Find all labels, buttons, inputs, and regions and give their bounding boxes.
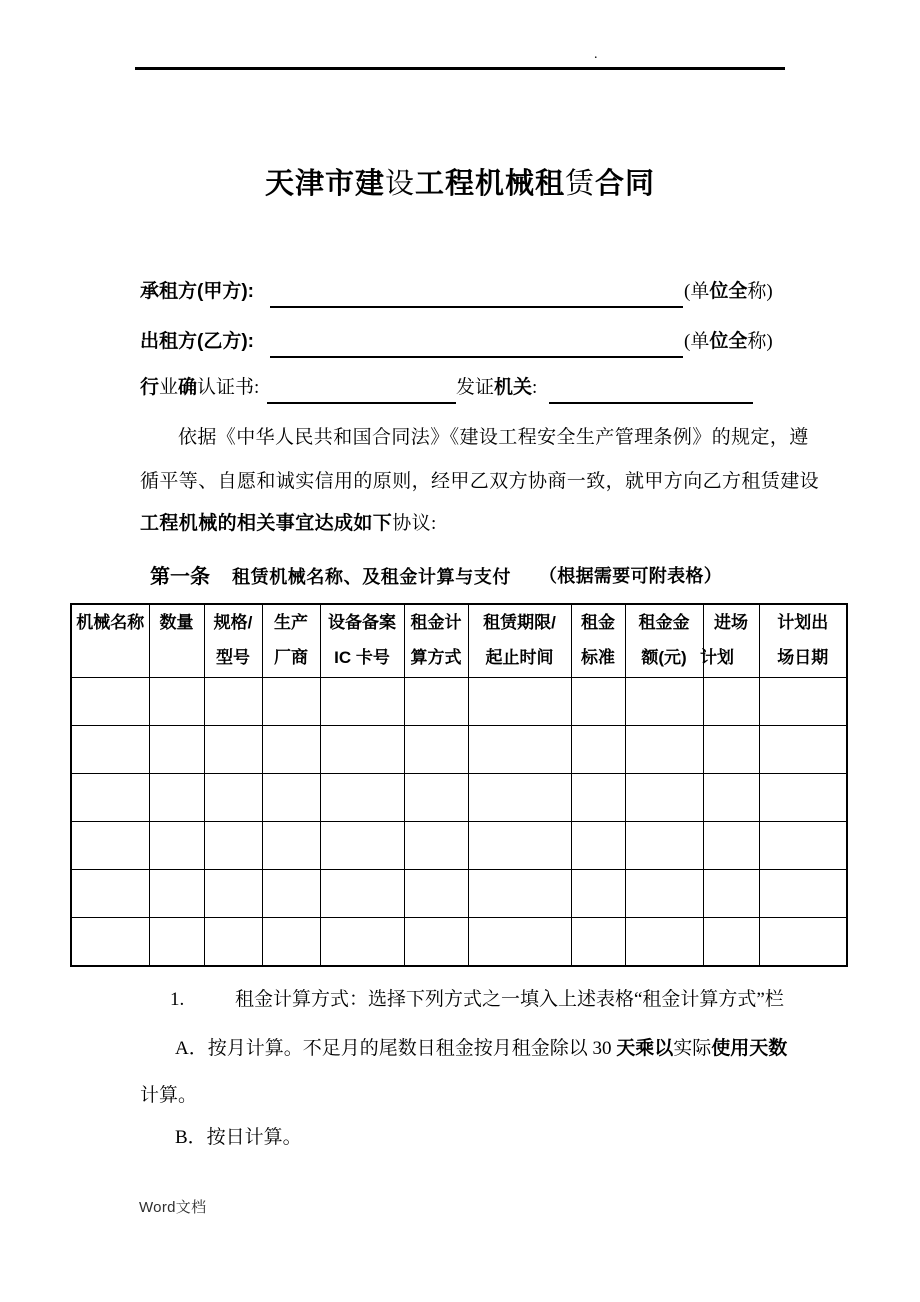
table-cell[interactable]: [320, 678, 404, 726]
table-header-cell: 计划出 场日期: [759, 604, 847, 678]
table-cell[interactable]: [703, 726, 759, 774]
table-cell[interactable]: [703, 918, 759, 967]
table-cell[interactable]: [759, 822, 847, 870]
table-cell[interactable]: [571, 870, 625, 918]
table-cell[interactable]: [625, 678, 703, 726]
table-cell[interactable]: [625, 870, 703, 918]
issuing-authority-blank[interactable]: [549, 402, 753, 404]
clause-1-label: 第一条: [150, 566, 210, 588]
table-cell[interactable]: [204, 918, 262, 967]
table-cell[interactable]: [404, 822, 468, 870]
table-cell[interactable]: [71, 678, 149, 726]
table-cell[interactable]: [759, 918, 847, 967]
table-cell[interactable]: [262, 822, 320, 870]
stray-dot: .: [594, 47, 598, 62]
table-cell[interactable]: [759, 870, 847, 918]
list-item-1-text: 租金计算方式：选择下列方式之一填入上述表格“租金计算方式”栏: [235, 989, 784, 1010]
table-cell[interactable]: [404, 870, 468, 918]
document-title: 天津市建设工程机械租赁合同: [264, 168, 656, 200]
table-cell[interactable]: [262, 774, 320, 822]
list-item-b-text: B．按日计算。: [175, 1127, 302, 1148]
table-cell[interactable]: [468, 678, 571, 726]
clause-1-note: （根据需要可附表格）: [539, 566, 722, 586]
table-cell[interactable]: [320, 774, 404, 822]
table-cell[interactable]: [149, 822, 204, 870]
list-item-a-continuation: 计算。: [140, 1085, 198, 1106]
table-cell[interactable]: [759, 726, 847, 774]
table-cell[interactable]: [71, 870, 149, 918]
lessor-unit-hint: (单位全称): [684, 331, 773, 352]
table-cell[interactable]: [71, 822, 149, 870]
table-body-row: [71, 774, 847, 822]
table-cell[interactable]: [759, 774, 847, 822]
table-cell[interactable]: [149, 726, 204, 774]
table-cell[interactable]: [149, 774, 204, 822]
table-header-cell: 设备备案 IC 卡号: [320, 604, 404, 678]
table-cell[interactable]: [149, 918, 204, 967]
list-item-a-text: A．按月计算。不足月的尾数日租金按月租金除以 30 天乘以实际使用天数: [175, 1038, 788, 1059]
table-cell[interactable]: [625, 918, 703, 967]
lessor-name-blank[interactable]: [270, 356, 683, 358]
table-cell[interactable]: [759, 678, 847, 726]
table-header-cell: 进场 计划: [703, 604, 759, 678]
table-cell[interactable]: [71, 918, 149, 967]
table-cell[interactable]: [571, 822, 625, 870]
table-cell[interactable]: [468, 870, 571, 918]
table-cell[interactable]: [571, 726, 625, 774]
table-cell[interactable]: [703, 774, 759, 822]
industry-cert-label: 行业确认证书:: [140, 377, 260, 398]
lessee-unit-hint: (单位全称): [684, 281, 773, 302]
table-cell[interactable]: [571, 678, 625, 726]
table-header-cell: 租金计 算方式: [404, 604, 468, 678]
intro-paragraph-line-1: 依据《中华人民共和国合同法》《建设工程安全生产管理条例》的规定，遵: [178, 427, 809, 448]
lessor-party-label: 出租方(乙方):: [140, 331, 254, 352]
header-rule: [135, 67, 785, 70]
table-cell[interactable]: [571, 918, 625, 967]
table-cell[interactable]: [404, 726, 468, 774]
table-cell[interactable]: [320, 918, 404, 967]
table-cell[interactable]: [703, 870, 759, 918]
table-body-row: [71, 870, 847, 918]
table-cell[interactable]: [320, 870, 404, 918]
table-cell[interactable]: [625, 726, 703, 774]
table-cell[interactable]: [625, 822, 703, 870]
table-cell[interactable]: [703, 822, 759, 870]
list-item-1-number: 1.: [170, 989, 185, 1010]
table-cell[interactable]: [320, 822, 404, 870]
table-header-cell: 生产 厂商: [262, 604, 320, 678]
table-cell[interactable]: [703, 678, 759, 726]
table-cell[interactable]: [571, 774, 625, 822]
table-cell[interactable]: [262, 726, 320, 774]
intro-paragraph-line-3: 工程机械的相关事宜达成如下协议:: [140, 513, 437, 534]
table-header-cell: 租金 标准: [571, 604, 625, 678]
table-body-row: [71, 726, 847, 774]
table-cell[interactable]: [625, 774, 703, 822]
table-body: [71, 678, 847, 967]
table-cell[interactable]: [204, 678, 262, 726]
table-body-row: [71, 822, 847, 870]
intro-paragraph-line-2: 循平等、自愿和诚实信用的原则，经甲乙双方协商一致，就甲方向乙方租赁建设: [140, 471, 820, 492]
table-cell[interactable]: [468, 774, 571, 822]
table-cell[interactable]: [262, 870, 320, 918]
table-cell[interactable]: [204, 870, 262, 918]
table-cell[interactable]: [71, 774, 149, 822]
table-cell[interactable]: [468, 726, 571, 774]
industry-cert-blank[interactable]: [267, 402, 456, 404]
table-header-cell: 租金金 额(元): [625, 604, 703, 678]
table-cell[interactable]: [204, 726, 262, 774]
table-header-cell: 机械名称: [71, 604, 149, 678]
table-body-row: [71, 918, 847, 967]
table-header-row: [71, 604, 847, 678]
table-cell[interactable]: [404, 918, 468, 967]
table-header-cell: 数量: [149, 604, 204, 678]
table-cell[interactable]: [468, 918, 571, 967]
table-cell[interactable]: [468, 822, 571, 870]
table-header-cell: 租赁期限/ 起止时间: [468, 604, 571, 678]
clause-1-title: 租赁机械名称、及租金计算与支付: [232, 567, 511, 587]
table-cell[interactable]: [149, 870, 204, 918]
table-cell[interactable]: [204, 822, 262, 870]
table-cell[interactable]: [204, 774, 262, 822]
table-body-row: [71, 678, 847, 726]
issuing-authority-label: 发证机关:: [456, 377, 538, 398]
table-cell[interactable]: [71, 726, 149, 774]
footer-doc-label: Word文档: [139, 1199, 207, 1216]
machinery-table: [70, 603, 848, 967]
lessee-name-blank[interactable]: [270, 306, 683, 308]
table-cell[interactable]: [404, 774, 468, 822]
table-header-cell: 规格/ 型号: [204, 604, 262, 678]
table-cell[interactable]: [149, 678, 204, 726]
table-cell[interactable]: [262, 678, 320, 726]
table-cell[interactable]: [262, 918, 320, 967]
table-cell[interactable]: [404, 678, 468, 726]
table-cell[interactable]: [320, 726, 404, 774]
lessee-party-label: 承租方(甲方):: [140, 281, 254, 302]
